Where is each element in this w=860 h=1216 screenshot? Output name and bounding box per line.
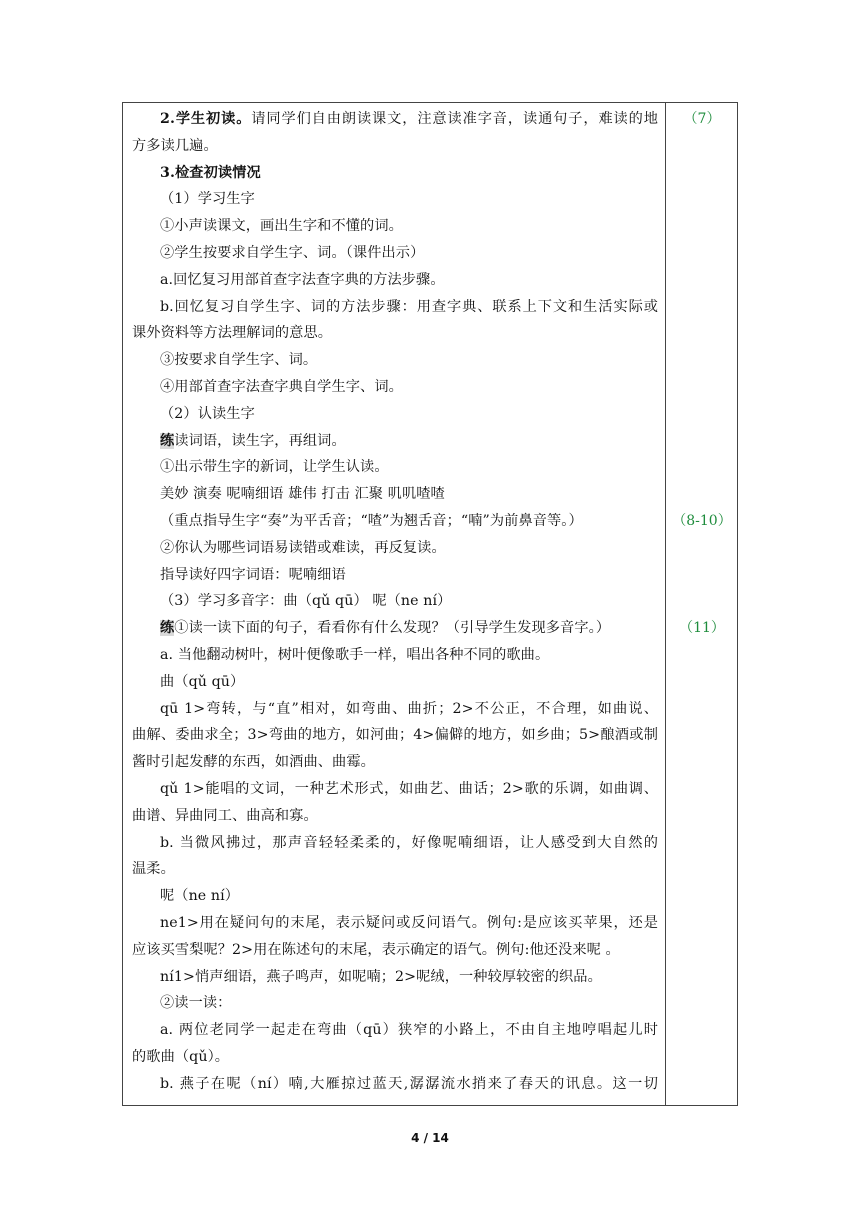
text-line [132, 1049, 658, 1066]
text-line [132, 299, 658, 316]
line-text: 方多读几遍。 [132, 137, 218, 154]
text-line [132, 567, 658, 584]
text-line [132, 647, 658, 664]
line-text: ne1>用在疑问句的末尾，表示疑问或反问语气。例句:是应该买苹果，还是 [160, 915, 658, 931]
text-line [132, 781, 658, 798]
line-text: 曲（qǔ qū） [160, 673, 245, 690]
line-text: ①小声读课文，画出生字和不懂的词。 [160, 218, 403, 235]
text-line [132, 942, 658, 959]
line-text: 曲谱、异曲同工、曲高和寡。 [132, 807, 318, 824]
text-line [132, 245, 658, 262]
text-line [132, 433, 658, 450]
text-line [132, 593, 658, 610]
text-line [132, 218, 658, 235]
line-text: 课外资料等方法理解词的意思。 [132, 325, 333, 342]
text-line [132, 861, 658, 878]
column-divider [665, 103, 666, 1105]
line-text: ③按要求自学生字、词。 [160, 352, 318, 369]
text-line [132, 165, 658, 182]
text-line [132, 727, 658, 744]
text-line [132, 620, 658, 637]
text-line [132, 406, 658, 423]
text-line [132, 674, 658, 691]
line-text: 的歌曲（qǔ）。 [132, 1049, 230, 1065]
step-heading: 2.学生初读。 [160, 111, 252, 127]
line-text: 读词语，读生字，再组词。 [174, 432, 346, 449]
time-note: （11） [679, 620, 725, 637]
text-line [132, 111, 658, 128]
line-text: 美妙 演奏 呢喃细语 雄伟 打击 汇聚 叽叽喳喳 [160, 486, 445, 503]
line-text: ②学生按要求自学生字、词。（课件出示） [160, 245, 425, 261]
text-line [132, 969, 658, 986]
line-text: ④用部首查字法查字典自学生字、词。 [160, 379, 403, 395]
line-text: ②读一读： [160, 995, 232, 1012]
text-line [132, 995, 658, 1012]
line-text: a. 两位老同学一起走在弯曲（qū）狭窄的小路上，不由自主地哼唱起儿时 [160, 1022, 658, 1039]
line-text: qū 1>弯转，与“直”相对，如弯曲、曲折；2>不公正，不合理，如曲说、 [160, 700, 658, 717]
line-text: 3.检查初读情况 [160, 164, 261, 181]
practice-mark: 练 [160, 620, 175, 637]
line-text: a. 当他翻动树叶，树叶便像歌手一样，唱出各种不同的歌曲。 [160, 647, 550, 663]
text-line [132, 459, 658, 476]
line-text: a.回忆复习用部首查字法查字典的方法步骤。 [160, 271, 445, 288]
text-line [132, 808, 658, 825]
line-text: ①出示带生字的新词，让学生认读。 [160, 459, 389, 476]
line-text: 应该买雪梨呢？2>用在陈述句的末尾，表示确定的语气。例句:他还没来呢 。 [132, 941, 620, 958]
text-line [132, 1076, 658, 1093]
line-text: 曲解、委曲求全；3>弯曲的地方，如河曲；4>偏僻的地方，如乡曲；5>酿酒或制 [132, 727, 658, 744]
text-line [132, 835, 658, 852]
text-line [132, 754, 658, 771]
text-line [132, 191, 658, 208]
text-line [132, 379, 658, 396]
page-number: 4 / 14 [411, 1131, 449, 1145]
time-note: （7） [683, 111, 721, 127]
line-text: 温柔。 [132, 861, 175, 878]
text-line [132, 486, 658, 503]
line-text: b.回忆复习自学生字、词的方法步骤：用查字典、联系上下文和生活实际或 [160, 298, 658, 315]
line-text: （3）学习多音字：曲（qǔ qū） 呢（ne ní） [160, 593, 452, 610]
text-line [132, 513, 658, 530]
line-text: 酱时引起发酵的东西，如酒曲、曲霉。 [132, 754, 375, 771]
text-line [132, 540, 658, 557]
text-line [132, 352, 658, 369]
line-text: （重点指导生字“奏”为平舌音；“喳”为翘舌音；“喃”为前鼻音等。） [160, 513, 583, 529]
line-text: 呢（ne ní） [160, 888, 240, 905]
line-text: ①读一读下面的句子，看看你有什么发现？（引导学生发现多音字。） [174, 620, 611, 637]
text-line [132, 1022, 658, 1039]
text-line [132, 272, 658, 289]
text-line [132, 701, 658, 718]
time-note: （8-10） [672, 513, 732, 529]
text-line [132, 888, 658, 905]
line-text: ②你认为哪些词语易读错或难读，再反复读。 [160, 539, 446, 556]
line-text: ní1>悄声细语，燕子鸣声，如呢喃；2>呢绒，一种较厚较密的织品。 [160, 968, 602, 985]
line-text: （2）认读生字 [160, 405, 255, 422]
line-text: 请同学们自由朗读课文，注意读准字音，读通句子，难读的地 [251, 111, 659, 127]
lesson-table [122, 102, 738, 1106]
line-text: b. 燕子在呢（ní）喃,大雁掠过蓝天,潺潺流水捎来了春天的讯息。这一切 [160, 1075, 658, 1092]
line-text: b. 当微风拂过，那声音轻轻柔柔的，好像呢喃细语，让人感受到大自然的 [160, 834, 658, 851]
text-line [132, 915, 658, 932]
practice-mark: 练 [160, 432, 175, 449]
text-line [132, 138, 658, 155]
text-line [132, 325, 658, 342]
line-text: qǔ 1>能唱的文词，一种艺术形式，如曲艺、曲话；2>歌的乐调，如曲调、 [160, 781, 658, 797]
line-text: （1）学习生字 [160, 191, 255, 208]
line-text: 指导读好四字词语：呢喃细语 [160, 566, 346, 583]
